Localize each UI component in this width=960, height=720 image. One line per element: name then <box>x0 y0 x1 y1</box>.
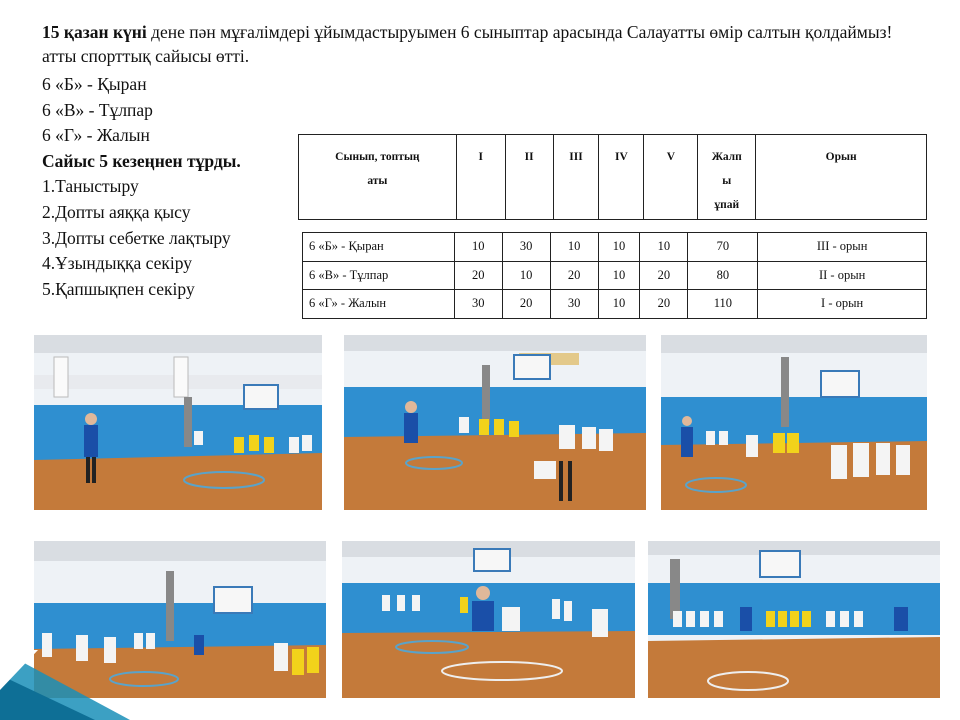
score-cell: 30 <box>550 290 598 319</box>
stage-item: 3.Допты себетке лақтыру <box>42 227 231 248</box>
team-name-cell: 6 «В» - Тұлпар <box>303 261 455 290</box>
score-cell: 30 <box>454 290 502 319</box>
event-description: дене пән мұғалімдері ұйымдастыруымен 6 сыныптар арасында Салауатты өмір салтын қолдаймыз! атты спорттық сайысы өтті. <box>42 22 893 66</box>
gym-photo <box>648 541 940 698</box>
header-stage-5: V <box>644 135 698 220</box>
score-cell: 20 <box>550 261 598 290</box>
header-stage-3: III <box>553 135 599 220</box>
score-cell: 10 <box>502 261 550 290</box>
table-row <box>303 290 927 319</box>
stage-item: 4.Ұзындыққа секіру <box>42 253 192 274</box>
event-date: 15 қазан күні <box>42 22 147 42</box>
place-cell: II - орын <box>758 261 927 290</box>
total-cell: 110 <box>688 290 758 319</box>
team-line: 6 «В» - Тұлпар <box>42 99 153 120</box>
table-row <box>303 233 927 262</box>
score-cell: 10 <box>640 233 688 262</box>
intro-paragraph <box>42 20 922 68</box>
results-table-header <box>298 134 927 220</box>
gym-photo <box>344 335 646 510</box>
results-table <box>302 232 927 319</box>
header-class-team: Сынып, топтың аты <box>299 135 457 220</box>
place-cell: I - орын <box>758 290 927 319</box>
header-total: Жалп ы ұпай <box>698 135 756 220</box>
score-cell: 30 <box>502 233 550 262</box>
stage-item: 1.Таныстыру <box>42 176 139 197</box>
team-line: 6 «Г» - Жалын <box>42 125 150 146</box>
gym-photo <box>661 335 927 510</box>
team-line: 6 «Б» - Қыран <box>42 74 147 94</box>
gym-photo <box>34 335 322 510</box>
score-cell: 10 <box>454 233 502 262</box>
score-cell: 10 <box>598 233 640 262</box>
score-cell: 20 <box>640 261 688 290</box>
score-cell: 20 <box>454 261 502 290</box>
score-cell: 10 <box>598 290 640 319</box>
header-place: Орын <box>756 135 927 220</box>
info-list <box>42 72 241 302</box>
header-stage-4: IV <box>599 135 644 220</box>
header-stage-1: I <box>456 135 505 220</box>
header-stage-2: II <box>505 135 553 220</box>
place-cell: III - орын <box>758 233 927 262</box>
score-cell: 20 <box>502 290 550 319</box>
stages-heading: Сайыс 5 кезеңнен тұрды. <box>42 150 241 171</box>
total-cell: 70 <box>688 233 758 262</box>
table-row <box>303 261 927 290</box>
stage-item: 5.Қапшықпен секіру <box>42 278 195 299</box>
score-cell: 10 <box>550 233 598 262</box>
gym-photo <box>342 541 635 698</box>
team-name-cell: 6 «Г» - Жалын <box>303 290 455 319</box>
total-cell: 80 <box>688 261 758 290</box>
score-cell: 20 <box>640 290 688 319</box>
slide-corner-decoration <box>0 580 130 720</box>
stage-item: 2.Допты аяққа қысу <box>42 201 191 222</box>
score-cell: 10 <box>598 261 640 290</box>
team-name-cell: 6 «Б» - Қыран <box>303 233 455 262</box>
